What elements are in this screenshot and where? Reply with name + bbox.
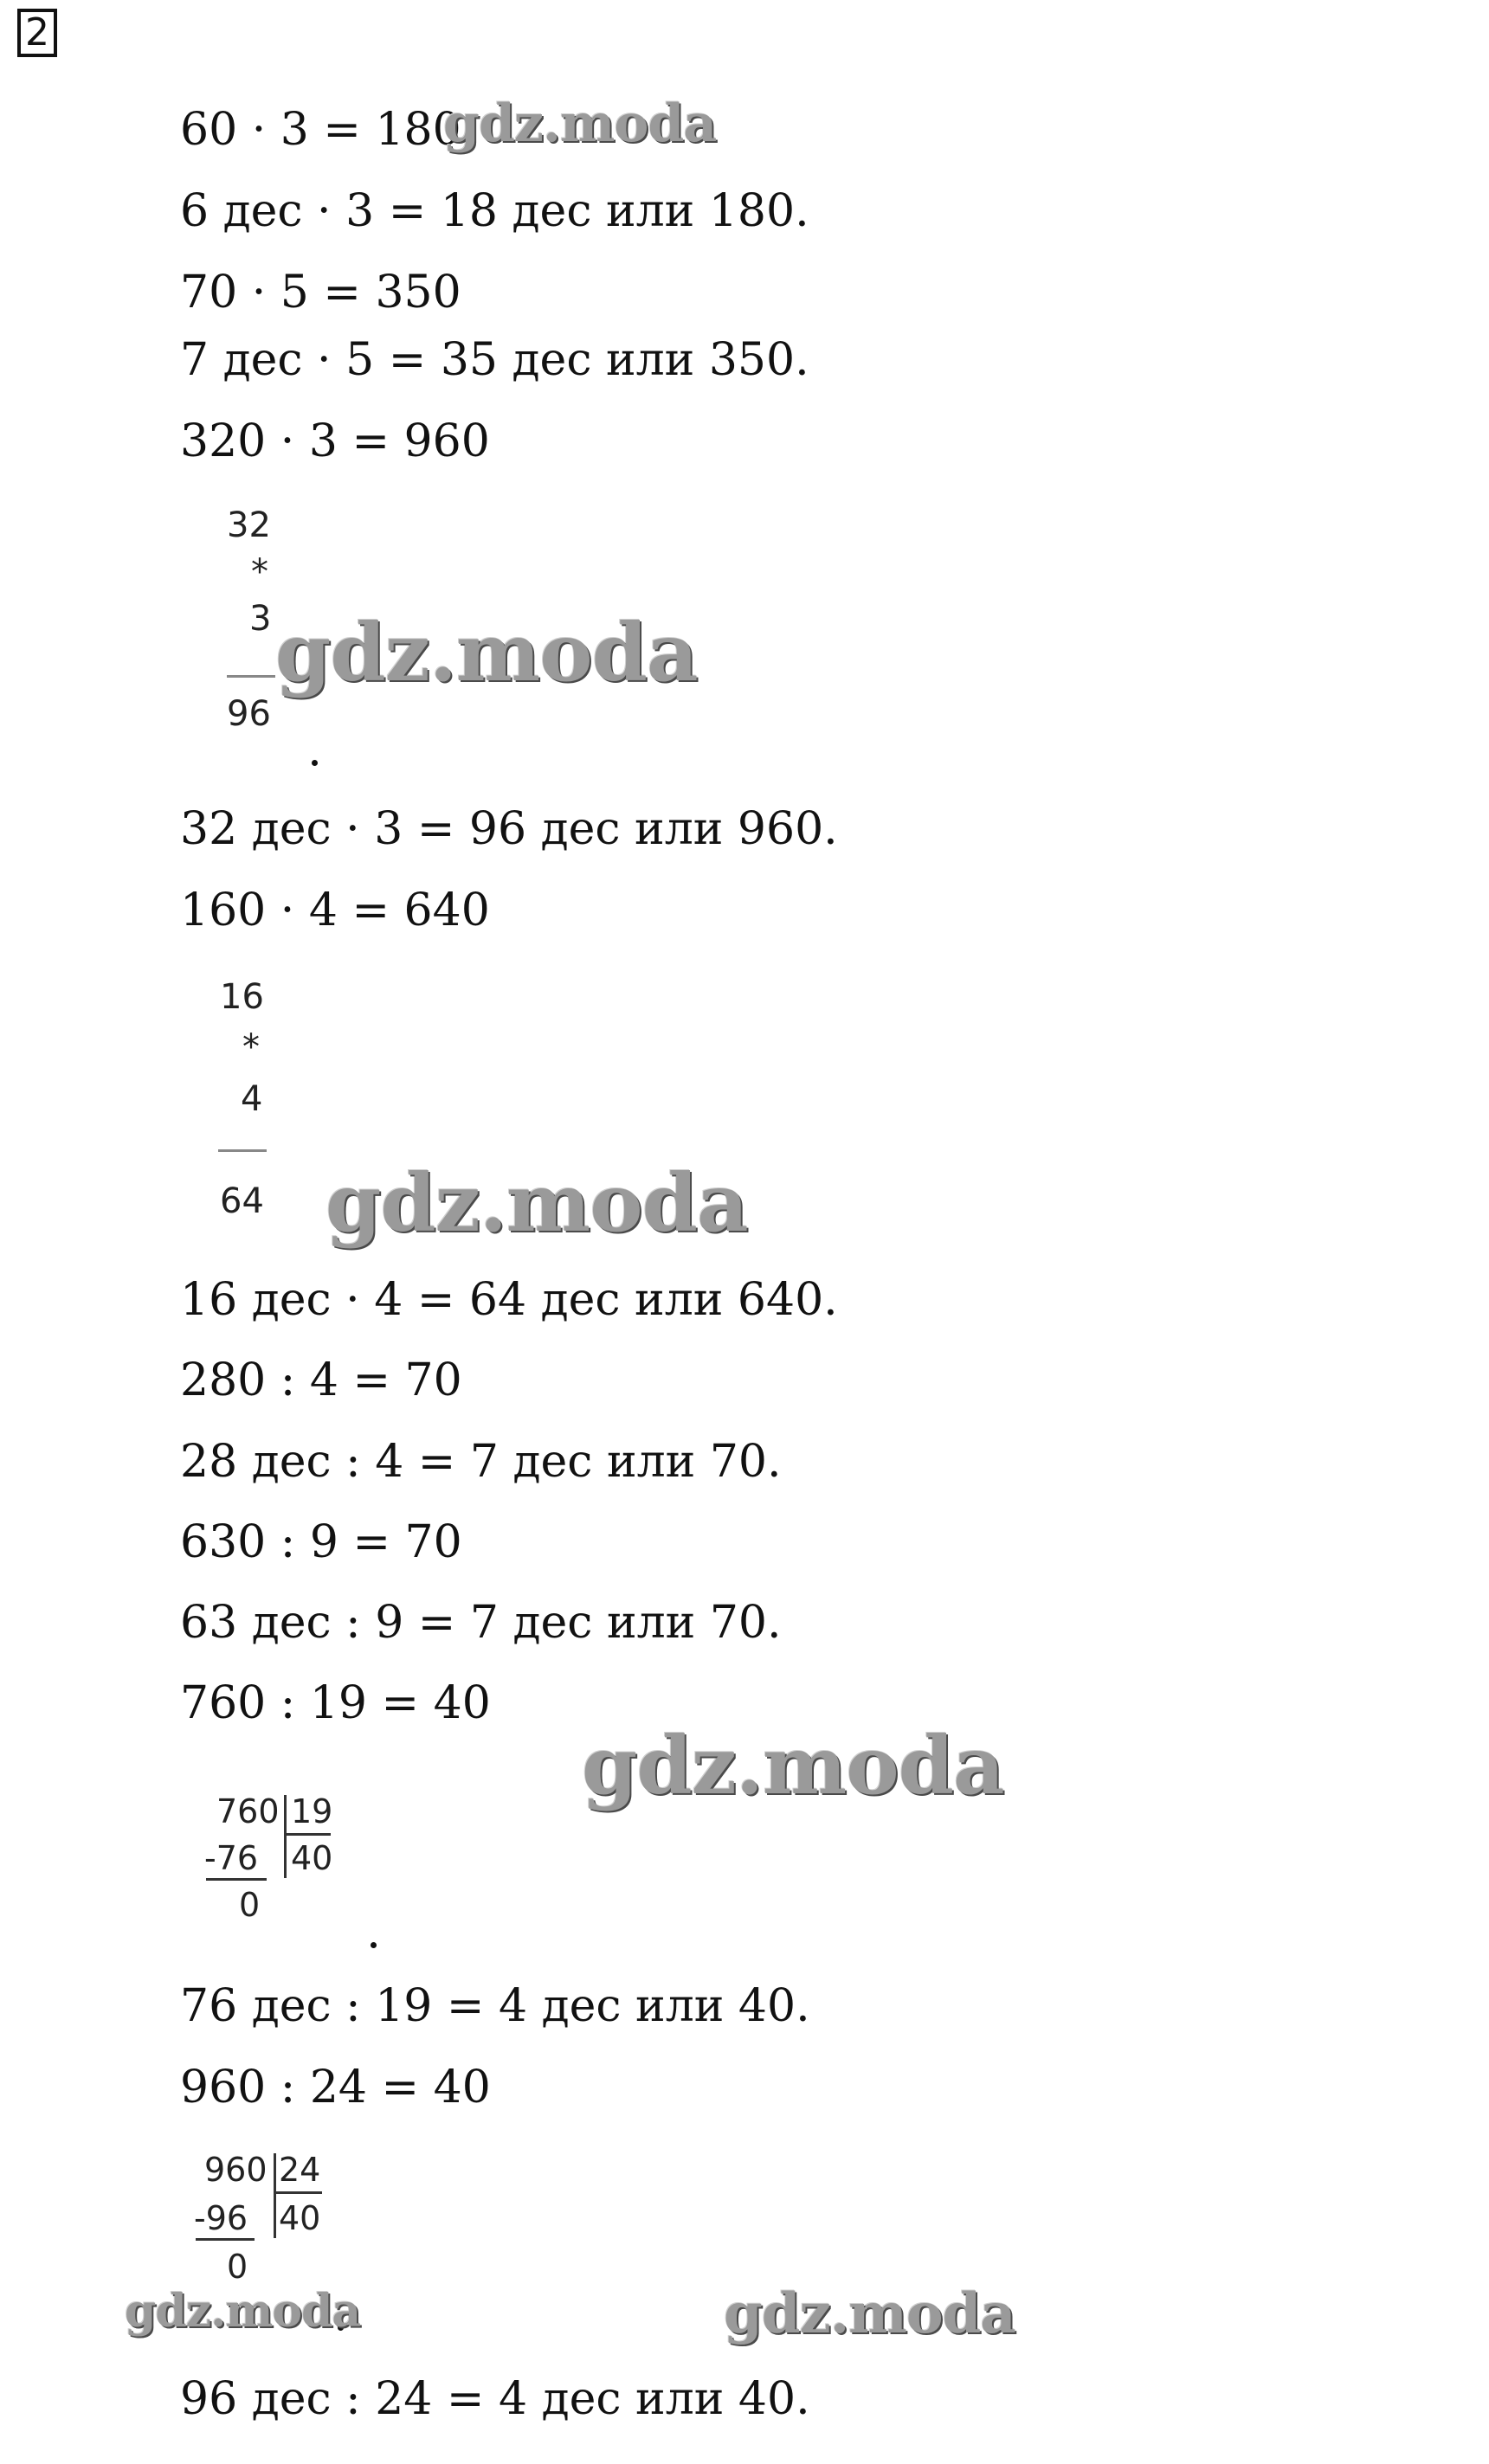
division-quotient: 40	[279, 2199, 321, 2237]
equation-line: 760 : 19 = 40	[180, 1677, 491, 1729]
division-remainder: 0	[227, 2248, 248, 2286]
watermark: gdz.moda	[326, 1156, 748, 1250]
equation-line: 160 · 4 = 640	[180, 885, 490, 936]
watermark: gdz.moda	[724, 2281, 1015, 2346]
equation-line: 63 дес : 9 = 7 дес или 70.	[180, 1597, 782, 1649]
equation-line: 70 · 5 = 350	[180, 267, 461, 318]
task-number: 2	[17, 9, 57, 57]
mult-rule	[218, 1149, 267, 1152]
mult-bottom: 4	[241, 1079, 263, 1119]
division-subtrahend: -76	[204, 1839, 259, 1877]
mult-result: 64	[220, 1181, 264, 1221]
division-quotient: 40	[291, 1839, 333, 1877]
mult-sign: *	[251, 552, 268, 592]
equation-line: 76 дес : 19 = 4 дес или 40.	[180, 1980, 810, 2032]
equation-line: 7 дес · 5 = 35 дес или 350.	[180, 334, 809, 386]
watermark: gdz.moda	[125, 2285, 361, 2338]
division-dividend: 760	[216, 1792, 280, 1830]
mult-rule	[227, 675, 275, 678]
mult-top: 16	[220, 977, 264, 1017]
period-dot	[371, 1942, 377, 1948]
equation-line: 6 дес · 3 = 18 дес или 180.	[180, 185, 809, 237]
mult-sign: *	[242, 1027, 260, 1067]
column-division-1	[204, 1793, 351, 1949]
equation-line: 320 · 3 = 960	[180, 415, 490, 467]
division-underline	[206, 1878, 267, 1881]
equation-line: 630 : 9 = 70	[180, 1516, 462, 1568]
column-multiplication-2	[215, 978, 319, 1238]
equation-line: 28 дес : 4 = 7 дес или 70.	[180, 1436, 782, 1488]
equation-line: 280 : 4 = 70	[180, 1354, 462, 1406]
division-dividend: 960	[204, 2151, 268, 2189]
division-divisor: 19	[291, 1792, 333, 1830]
equation-line: 60 · 3 = 180	[180, 104, 461, 156]
mult-top: 32	[227, 505, 271, 545]
mult-result: 96	[227, 694, 271, 734]
division-divisor: 24	[279, 2151, 321, 2189]
division-vertical-bar	[274, 2153, 276, 2238]
equation-line: 16 дес · 4 = 64 дес или 640.	[180, 1274, 838, 1326]
equation-line: 960 : 24 = 40	[180, 2062, 491, 2113]
period-dot	[312, 760, 318, 766]
division-horizontal-bar	[274, 2191, 322, 2194]
watermark: gdz.moda	[443, 93, 717, 154]
equation-line: 96 дес : 24 = 4 дес или 40.	[180, 2373, 810, 2425]
mult-bottom: 3	[249, 599, 272, 639]
watermark: gdz.moda	[275, 606, 698, 699]
division-subtrahend: -96	[194, 2199, 248, 2237]
division-underline	[196, 2238, 255, 2241]
equation-line: 32 дес · 3 = 96 дес или 960.	[180, 803, 838, 855]
division-remainder: 0	[239, 1886, 261, 1924]
column-division-2	[194, 2152, 341, 2307]
division-vertical-bar	[284, 1795, 287, 1878]
division-horizontal-bar	[284, 1833, 331, 1836]
watermark: gdz.moda	[582, 1719, 1004, 1812]
